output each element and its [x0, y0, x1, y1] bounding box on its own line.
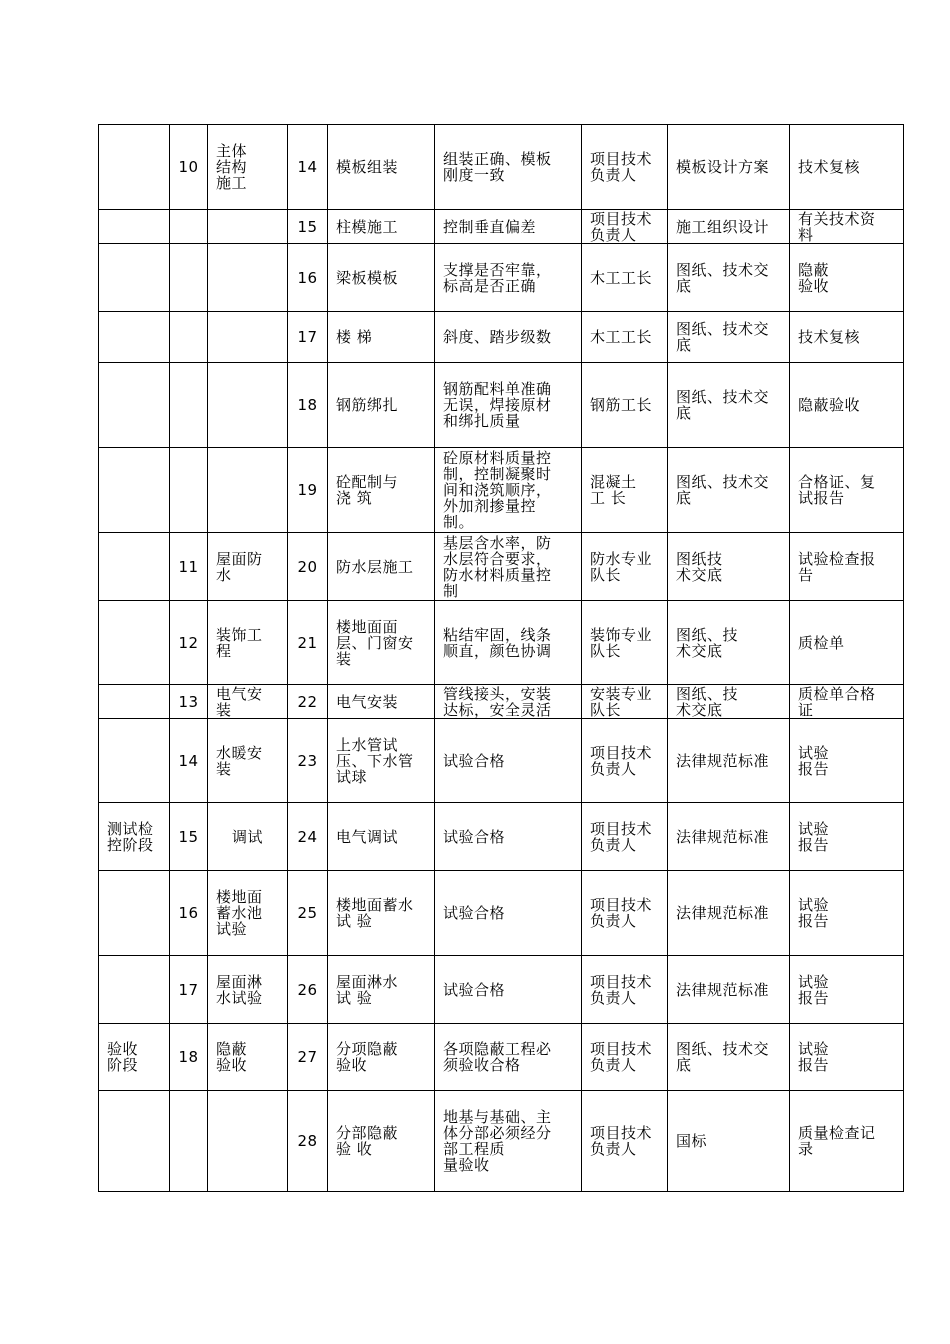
- process-number-cell: 27: [288, 1024, 328, 1091]
- stage-cell: [99, 448, 170, 533]
- process-cell: 梁板模板: [328, 244, 435, 312]
- basis-cell: 图纸、技术交 底: [668, 363, 790, 448]
- table-row: [99, 244, 904, 312]
- item-name-cell: [208, 448, 288, 533]
- record-cell: 质检单合格 证: [790, 685, 904, 719]
- stage-cell: [99, 210, 170, 244]
- item-number-cell: 11: [170, 533, 208, 601]
- control-point-cell: 支撑是否牢靠， 标高是否正确: [435, 244, 582, 312]
- item-number-cell: 16: [170, 871, 208, 956]
- process-number-cell: 21: [288, 601, 328, 685]
- responsible-cell: 项目技术 负责人: [582, 719, 668, 803]
- control-point-cell: 钢筋配料单准确 无误，焊接原材 和绑扎质量: [435, 363, 582, 448]
- basis-cell: 模板设计方案: [668, 125, 790, 210]
- item-number-cell: [170, 363, 208, 448]
- stage-cell: [99, 1091, 170, 1192]
- item-number-cell: 15: [170, 803, 208, 871]
- stage-cell: [99, 685, 170, 719]
- basis-cell: 法律规范标准: [668, 803, 790, 871]
- item-name-cell: [208, 244, 288, 312]
- basis-cell: 图纸、技术交 底: [668, 312, 790, 363]
- process-number-cell: 25: [288, 871, 328, 956]
- record-cell: 试验检查报 告: [790, 533, 904, 601]
- stage-cell: [99, 871, 170, 956]
- process-cell: 防水层施工: [328, 533, 435, 601]
- responsible-cell: 混凝土 工 长: [582, 448, 668, 533]
- control-point-cell: 试验合格: [435, 871, 582, 956]
- process-cell: 钢筋绑扎: [328, 363, 435, 448]
- record-cell: 隐蔽 验收: [790, 244, 904, 312]
- process-cell: 屋面淋水 试 验: [328, 956, 435, 1024]
- process-number-cell: 26: [288, 956, 328, 1024]
- responsible-cell: 装饰专业 队长: [582, 601, 668, 685]
- item-number-cell: 14: [170, 719, 208, 803]
- table-body: [99, 125, 904, 1192]
- responsible-cell: 钢筋工长: [582, 363, 668, 448]
- construction-quality-control-table: [98, 124, 904, 1192]
- control-point-cell: 基层含水率，防 水层符合要求， 防水材料质量控 制: [435, 533, 582, 601]
- item-number-cell: 10: [170, 125, 208, 210]
- process-number-cell: 23: [288, 719, 328, 803]
- stage-cell: [99, 363, 170, 448]
- process-cell: 电气安装: [328, 685, 435, 719]
- item-name-cell: 装饰工 程: [208, 601, 288, 685]
- process-cell: 分项隐蔽 验收: [328, 1024, 435, 1091]
- table-row: [99, 719, 904, 803]
- basis-cell: 图纸、技术交 底: [668, 1024, 790, 1091]
- stage-cell: 测试检 控阶段: [99, 803, 170, 871]
- table-row: [99, 363, 904, 448]
- table-row: [99, 685, 904, 719]
- item-name-cell: [208, 210, 288, 244]
- basis-cell: 施工组织设计: [668, 210, 790, 244]
- control-point-cell: 管线接头，安装 达标，安全灵活: [435, 685, 582, 719]
- record-cell: 试验 报告: [790, 871, 904, 956]
- item-number-cell: [170, 448, 208, 533]
- process-number-cell: 18: [288, 363, 328, 448]
- process-number-cell: 17: [288, 312, 328, 363]
- process-number-cell: 16: [288, 244, 328, 312]
- responsible-cell: 项目技术 负责人: [582, 1091, 668, 1192]
- control-point-cell: 各项隐蔽工程必 须验收合格: [435, 1024, 582, 1091]
- item-name-cell: 水暖安 装: [208, 719, 288, 803]
- process-cell: 分部隐蔽 验 收: [328, 1091, 435, 1192]
- table-row: [99, 1091, 904, 1192]
- control-point-cell: 组装正确、模板 刚度一致: [435, 125, 582, 210]
- control-point-cell: 砼原材料质量控 制，控制凝聚时 间和浇筑顺序， 外加剂掺量控 制。: [435, 448, 582, 533]
- responsible-cell: 安装专业 队长: [582, 685, 668, 719]
- process-number-cell: 19: [288, 448, 328, 533]
- table-row: [99, 601, 904, 685]
- stage-cell: 验收 阶段: [99, 1024, 170, 1091]
- stage-cell: [99, 719, 170, 803]
- item-name-cell: [208, 1091, 288, 1192]
- item-number-cell: 17: [170, 956, 208, 1024]
- control-point-cell: 控制垂直偏差: [435, 210, 582, 244]
- item-name-cell: 楼地面 蓄水池 试验: [208, 871, 288, 956]
- record-cell: 试验 报告: [790, 719, 904, 803]
- responsible-cell: 项目技术 负责人: [582, 871, 668, 956]
- process-number-cell: 28: [288, 1091, 328, 1192]
- record-cell: 隐蔽验收: [790, 363, 904, 448]
- process-number-cell: 15: [288, 210, 328, 244]
- responsible-cell: 项目技术 负责人: [582, 956, 668, 1024]
- responsible-cell: 项目技术 负责人: [582, 1024, 668, 1091]
- process-cell: 楼 梯: [328, 312, 435, 363]
- item-number-cell: 18: [170, 1024, 208, 1091]
- item-name-cell: 隐蔽 验收: [208, 1024, 288, 1091]
- table-row: [99, 871, 904, 956]
- control-point-cell: 试验合格: [435, 719, 582, 803]
- basis-cell: 法律规范标准: [668, 956, 790, 1024]
- process-number-cell: 22: [288, 685, 328, 719]
- record-cell: 技术复核: [790, 125, 904, 210]
- responsible-cell: 木工工长: [582, 244, 668, 312]
- record-cell: 试验 报告: [790, 1024, 904, 1091]
- responsible-cell: 木工工长: [582, 312, 668, 363]
- stage-cell: [99, 601, 170, 685]
- item-number-cell: 13: [170, 685, 208, 719]
- record-cell: 有关技术资 料: [790, 210, 904, 244]
- item-name-cell: 调试: [208, 803, 288, 871]
- table-row: [99, 1024, 904, 1091]
- item-name-cell: 屋面淋 水试验: [208, 956, 288, 1024]
- control-point-cell: 试验合格: [435, 803, 582, 871]
- responsible-cell: 项目技术 负责人: [582, 803, 668, 871]
- basis-cell: 法律规范标准: [668, 871, 790, 956]
- basis-cell: 图纸、技术交 底: [668, 448, 790, 533]
- table-row: [99, 448, 904, 533]
- basis-cell: 图纸技 术交底: [668, 533, 790, 601]
- stage-cell: [99, 244, 170, 312]
- responsible-cell: 项目技术 负责人: [582, 125, 668, 210]
- item-name-cell: 电气安 装: [208, 685, 288, 719]
- stage-cell: [99, 125, 170, 210]
- basis-cell: 图纸、技 术交底: [668, 685, 790, 719]
- process-cell: 上水管试 压、下水管 试球: [328, 719, 435, 803]
- record-cell: 试验 报告: [790, 956, 904, 1024]
- table-row: [99, 803, 904, 871]
- process-number-cell: 20: [288, 533, 328, 601]
- record-cell: 技术复核: [790, 312, 904, 363]
- item-name-cell: 主体 结构 施工: [208, 125, 288, 210]
- item-number-cell: [170, 244, 208, 312]
- record-cell: 质量检查记 录: [790, 1091, 904, 1192]
- process-cell: 电气调试: [328, 803, 435, 871]
- process-cell: 砼配制与 浇 筑: [328, 448, 435, 533]
- basis-cell: 法律规范标准: [668, 719, 790, 803]
- item-number-cell: [170, 312, 208, 363]
- control-point-cell: 粘结牢固，线条 顺直，颜色协调: [435, 601, 582, 685]
- process-cell: 柱模施工: [328, 210, 435, 244]
- record-cell: 质检单: [790, 601, 904, 685]
- record-cell: 合格证、复 试报告: [790, 448, 904, 533]
- table-row: [99, 312, 904, 363]
- table-row: [99, 956, 904, 1024]
- control-point-cell: 试验合格: [435, 956, 582, 1024]
- item-name-cell: [208, 363, 288, 448]
- basis-cell: 图纸、技术交 底: [668, 244, 790, 312]
- item-name-cell: [208, 312, 288, 363]
- record-cell: 试验 报告: [790, 803, 904, 871]
- item-number-cell: 12: [170, 601, 208, 685]
- control-point-cell: 斜度、踏步级数: [435, 312, 582, 363]
- stage-cell: [99, 533, 170, 601]
- table-row: [99, 210, 904, 244]
- stage-cell: [99, 956, 170, 1024]
- basis-cell: 图纸、技 术交底: [668, 601, 790, 685]
- control-point-cell: 地基与基础、主 体分部必须经分 部工程质 量验收: [435, 1091, 582, 1192]
- process-number-cell: 24: [288, 803, 328, 871]
- process-cell: 楼地面蓄水 试 验: [328, 871, 435, 956]
- process-cell: 楼地面面 层、门窗安 装: [328, 601, 435, 685]
- process-number-cell: 14: [288, 125, 328, 210]
- responsible-cell: 项目技术 负责人: [582, 210, 668, 244]
- stage-cell: [99, 312, 170, 363]
- process-cell: 模板组装: [328, 125, 435, 210]
- table-row: [99, 533, 904, 601]
- table-row: [99, 125, 904, 210]
- basis-cell: 国标: [668, 1091, 790, 1192]
- item-number-cell: [170, 210, 208, 244]
- item-number-cell: [170, 1091, 208, 1192]
- item-name-cell: 屋面防 水: [208, 533, 288, 601]
- responsible-cell: 防水专业 队长: [582, 533, 668, 601]
